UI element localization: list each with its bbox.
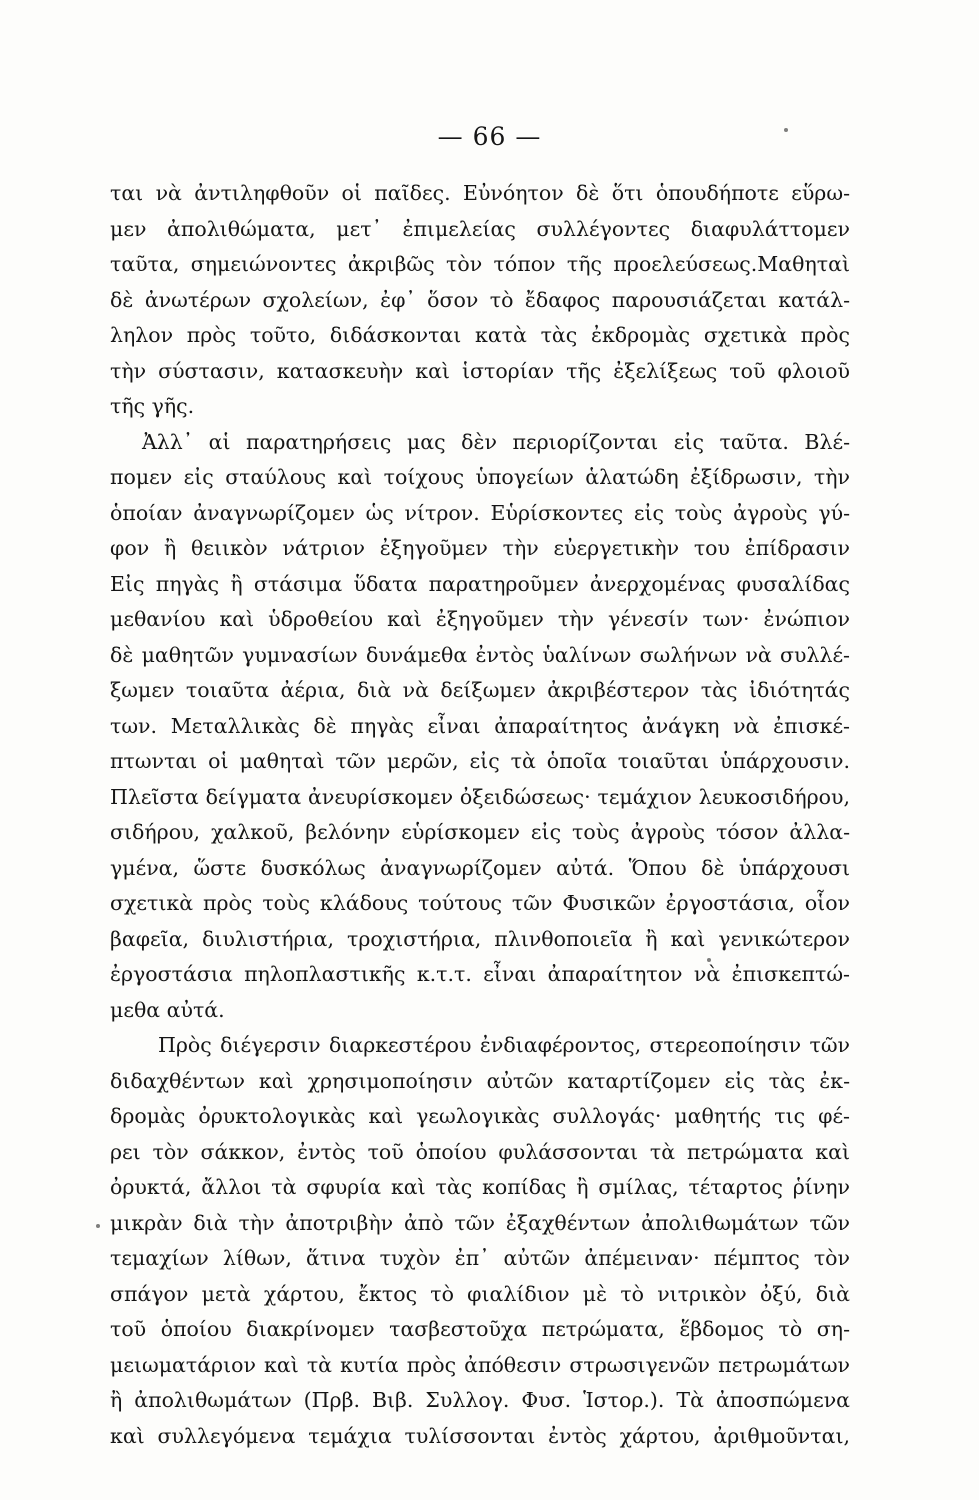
text-line: φον ἢ θειικὸν νάτριον ἐξηγοῦμεν τὴν εὐεργετικὴν του ἐπίδρασιν <box>110 536 850 560</box>
text-line: σπάγον μετὰ χάρτου, ἔκτος τὸ φιαλίδιον μὲ τὸ νιτρικὸν ὀξύ, διὰ <box>110 1281 850 1306</box>
text-line: μεθανίου καὶ ὑδροθείου καὶ ἐξηγοῦμεν τὴν γένεσίν των· ἐνώπιον <box>110 607 850 631</box>
ink-speck <box>707 958 711 962</box>
text-line: μεν ἀπολιθώματα, μετ᾽ ἐπιμελείας συλλέγοντες διαφυλάττομεν <box>110 216 850 241</box>
text-line: πτωνται οἱ μαθηταὶ τῶν μερῶν, εἰς τὰ ὁποῖα τοιαῦται ὑπάρχουσιν. <box>110 749 850 773</box>
page-number: — 66 — <box>437 122 542 151</box>
ink-speck <box>96 1224 100 1228</box>
text-line: ταῦτα, σημειώνοντες ἀκριβῶς τὸν τόπον τῆς προελεύσεως.Μαθηταὶ <box>110 252 850 276</box>
text-line: ληλον πρὸς τοῦτο, διδάσκονται κατὰ τὰς ἐκδρομὰς σχετικὰ πρὸς <box>110 323 850 347</box>
text-line: διδαχθέντων καὶ χρησιμοποίησιν αὐτῶν καταρτίζομεν εἰς τὰς ἐκ- <box>110 1068 850 1093</box>
text-line: Πλεῖστα δείγματα ἀνευρίσκομεν ὀξειδώσεως· τεμάχιον λευκοσιδήρου, <box>110 784 850 809</box>
text-line: τεμαχίων λίθων, ἅτινα τυχὸν ἐπ᾽ αὐτῶν ἀπέμειναν· πέμπτος τὸν <box>110 1246 850 1270</box>
text-line: βαφεῖα, διυλιστήρια, τροχιστήρια, πλινθοποιεῖα ἢ καὶ γενικώτερον <box>110 926 850 951</box>
text-line: πομεν εἰς σταύλους καὶ τοίχους ὑπογείων ἁλατώδη ἐξίδρωσιν, τὴν <box>110 465 850 489</box>
text-line: μικρὰν διὰ τὴν ἀποτριβὴν ἀπὸ τῶν ἐξαχθέντων ἀπολιθωμάτων τῶν <box>110 1210 850 1235</box>
text-line: ὁποίαν ἀναγνωρίζομεν ὡς νίτρον. Εὑρίσκοντες εἰς τοὺς ἀγροὺς γύ- <box>110 500 850 525</box>
text-line: ται νὰ ἀντιληφθοῦν οἱ παῖδες. Εὐνόητον δὲ ὅτι ὁπουδήποτε εὕρω- <box>110 181 850 205</box>
text-line: δὲ μαθητῶν γυμνασίων δυνάμεθα ἐντὸς ὑαλίνων σωλήνων νὰ συλλέ- <box>110 642 850 667</box>
text-line: καὶ συλλεγόμενα τεμάχια τυλίσσονται ἐντὸς χάρτου, ἀριθμοῦνται, <box>110 1423 850 1448</box>
text-line: σιδήρου, χαλκοῦ, βελόνην εὑρίσκομεν εἰς τοὺς ἀγροὺς τόσον ἀλλα- <box>110 820 850 844</box>
text-line: μειωματάριον καὶ τὰ κυτία πρὸς ἀπόθεσιν στρωσιγενῶν πετρωμάτων <box>110 1352 850 1377</box>
text-line: τοῦ ὁποίου διακρίνομεν τασβεστοῦχα πετρώματα, ἕβδομος τὸ ση- <box>110 1317 850 1341</box>
text-line: Εἰς πηγὰς ἢ στάσιμα ὕδατα παρατηροῦμεν ἀνερχομένας φυσαλίδας <box>110 571 850 596</box>
text-line: δὲ ἀνωτέρων σχολείων, ἐφ᾽ ὅσον τὸ ἔδαφος παρουσιάζεται κατάλ- <box>110 287 850 312</box>
text-line: τὴν σύστασιν, κατασκευὴν καὶ ἱστορίαν τῆς ἐξελίξεως τοῦ φλοιοῦ <box>110 358 850 383</box>
text-line: δρομὰς ὀρυκτολογικὰς καὶ γεωλογικὰς συλλογάς· μαθητής τις φέ- <box>110 1104 850 1128</box>
text-line: των. Μεταλλικὰς δὲ πηγὰς εἶναι ἀπαραίτητος ἀνάγκη νὰ ἐπισκέ- <box>110 713 850 738</box>
text-line: Ἀλλ᾽ αἱ παρατηρήσεις μας δὲν περιορίζονται εἰς ταῦτα. Βλέ- <box>142 429 850 454</box>
text-line: ρει τὸν σάκκον, ἐντὸς τοῦ ὁποίου φυλάσσονται τὰ πετρώματα καὶ <box>110 1139 850 1164</box>
text-line: σχετικὰ πρὸς τοὺς κλάδους τούτους τῶν Φυσικῶν ἐργοστάσια, οἷον <box>110 891 850 915</box>
text-line: γμένα, ὥστε δυσκόλως ἀναγνωρίζομεν αὐτά. Ὅπου δὲ ὑπάρχουσι <box>110 855 850 880</box>
text-line: ὀρυκτά, ἄλλοι τὰ σφυρία καὶ τὰς κοπίδας ἢ σμίλας, τέταρτος ῥίνην <box>110 1175 850 1199</box>
text-line: ἢ ἀπολιθωμάτων (Πρβ. Βιβ. Συλλογ. Φυσ. Ἱστορ.). Τὰ ἀποσπώμενα <box>110 1388 850 1412</box>
text-line: ἐργοστάσια πηλοπλαστικῆς κ.τ.τ. εἶναι ἀπαραίτητον νὰ ἐπισκεπτώ- <box>110 962 850 986</box>
text-line: μεθα αὐτά. <box>110 997 225 1022</box>
text-line: Πρὸς διέγερσιν διαρκεστέρου ἐνδιαφέροντος, στερεοποίησιν τῶν <box>158 1033 850 1057</box>
text-line: τῆς γῆς. <box>110 394 195 418</box>
ink-speck <box>784 128 788 132</box>
text-line: ξωμεν τοιαῦτα ἀέρια, διὰ νὰ δείξωμεν ἀκριβέστερον τὰς ἰδιότητάς <box>110 678 850 702</box>
body-text <box>110 176 850 1454</box>
